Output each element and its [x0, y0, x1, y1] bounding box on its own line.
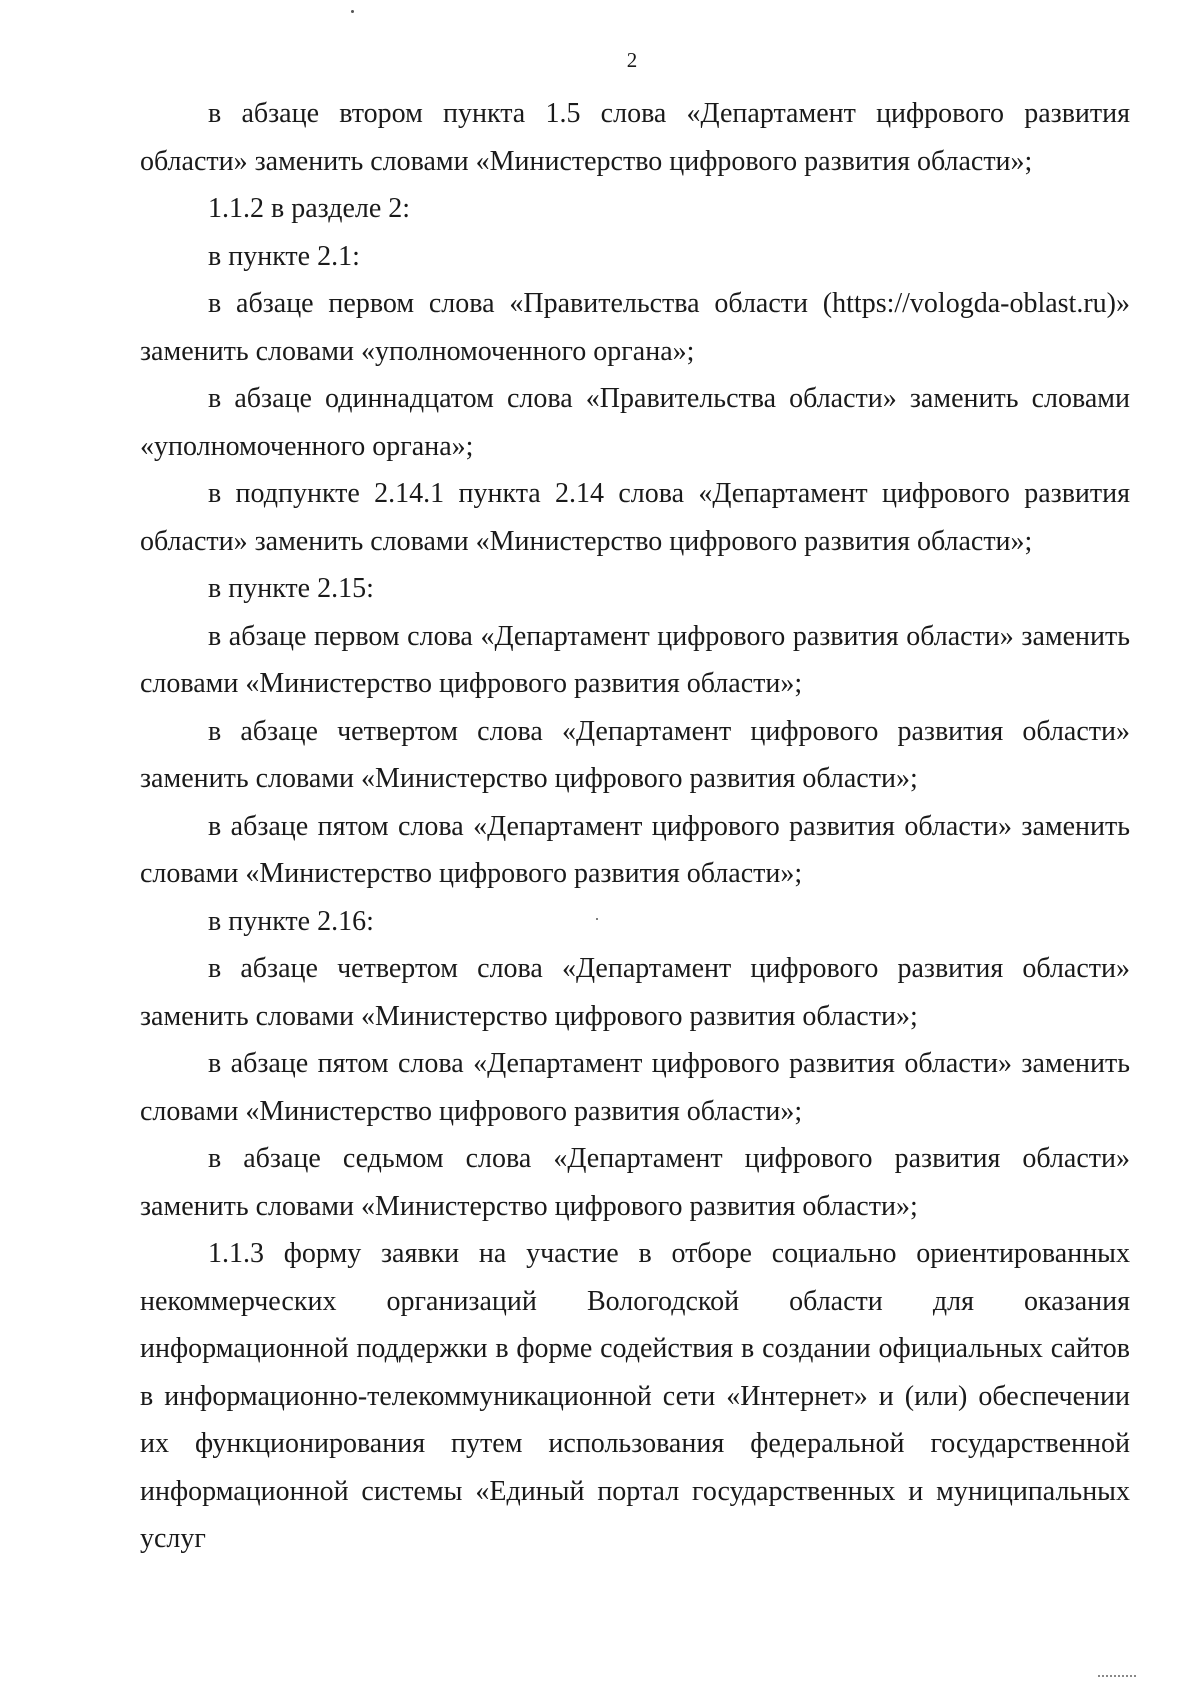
- page-number: 2: [626, 48, 638, 72]
- paragraph: в абзаце четвертом слова «Департамент цифрового развития области» заменить словами «Министерство цифрового развития области»;: [140, 953, 1130, 1032]
- paragraph: в абзаце втором пункта 1.5 слова «Департамент цифрового развития области» заменить словами «Министерство цифрового развития области»;: [140, 98, 1130, 177]
- scan-speck: [351, 10, 354, 13]
- paragraph: 1.1.3 форму заявки на участие в отборе социально ориентированных некоммерческих организаций Вологодской области для оказания информационной поддержки в форме содействия в создании официальных сайтов в информационно-телекоммуникационной сети «Интернет» и (или) обеспечении их функционирования путем использования федеральной государственной информационной системы «Единый портал государственных и муниципальных услуг: [140, 1238, 1130, 1554]
- paragraph: в абзаце пятом слова «Департамент цифрового развития области» заменить словами «Министерство цифрового развития области»;: [140, 1048, 1130, 1127]
- paragraph: в пункте 2.1:: [208, 240, 360, 272]
- paragraph: 1.1.2 в разделе 2:: [208, 193, 411, 224]
- paragraph: в пункте 2.15:: [208, 573, 374, 604]
- paragraph: в подпункте 2.14.1 пункта 2.14 слова «Департамент цифрового развития области» заменить словами «Министерство цифрового развития области»;: [140, 478, 1130, 557]
- scan-mark: [1098, 1675, 1136, 1687]
- paragraph: в абзаце первом слова «Правительства области (https://vologda-oblast.ru)» заменить словами «уполномоченного органа»;: [140, 288, 1130, 367]
- paragraph: в абзаце пятом слова «Департамент цифрового развития области» заменить словами «Министерство цифрового развития области»;: [140, 810, 1130, 889]
- paragraph: в абзаце седьмом слова «Департамент цифрового развития области» заменить словами «Министерство цифрового развития области»;: [140, 1143, 1130, 1222]
- paragraph: в пункте 2.16:: [208, 905, 374, 937]
- paragraph: в абзаце четвертом слова «Департамент цифрового развития области» заменить словами «Министерство цифрового развития области»;: [140, 715, 1130, 794]
- paragraph: в абзаце первом слова «Департамент цифрового развития области» заменить словами «Министерство цифрового развития области»;: [140, 620, 1130, 699]
- document-body: [140, 90, 1130, 1563]
- paragraph: в абзаце одиннадцатом слова «Правительства области» заменить словами «уполномоченного органа»;: [140, 383, 1130, 462]
